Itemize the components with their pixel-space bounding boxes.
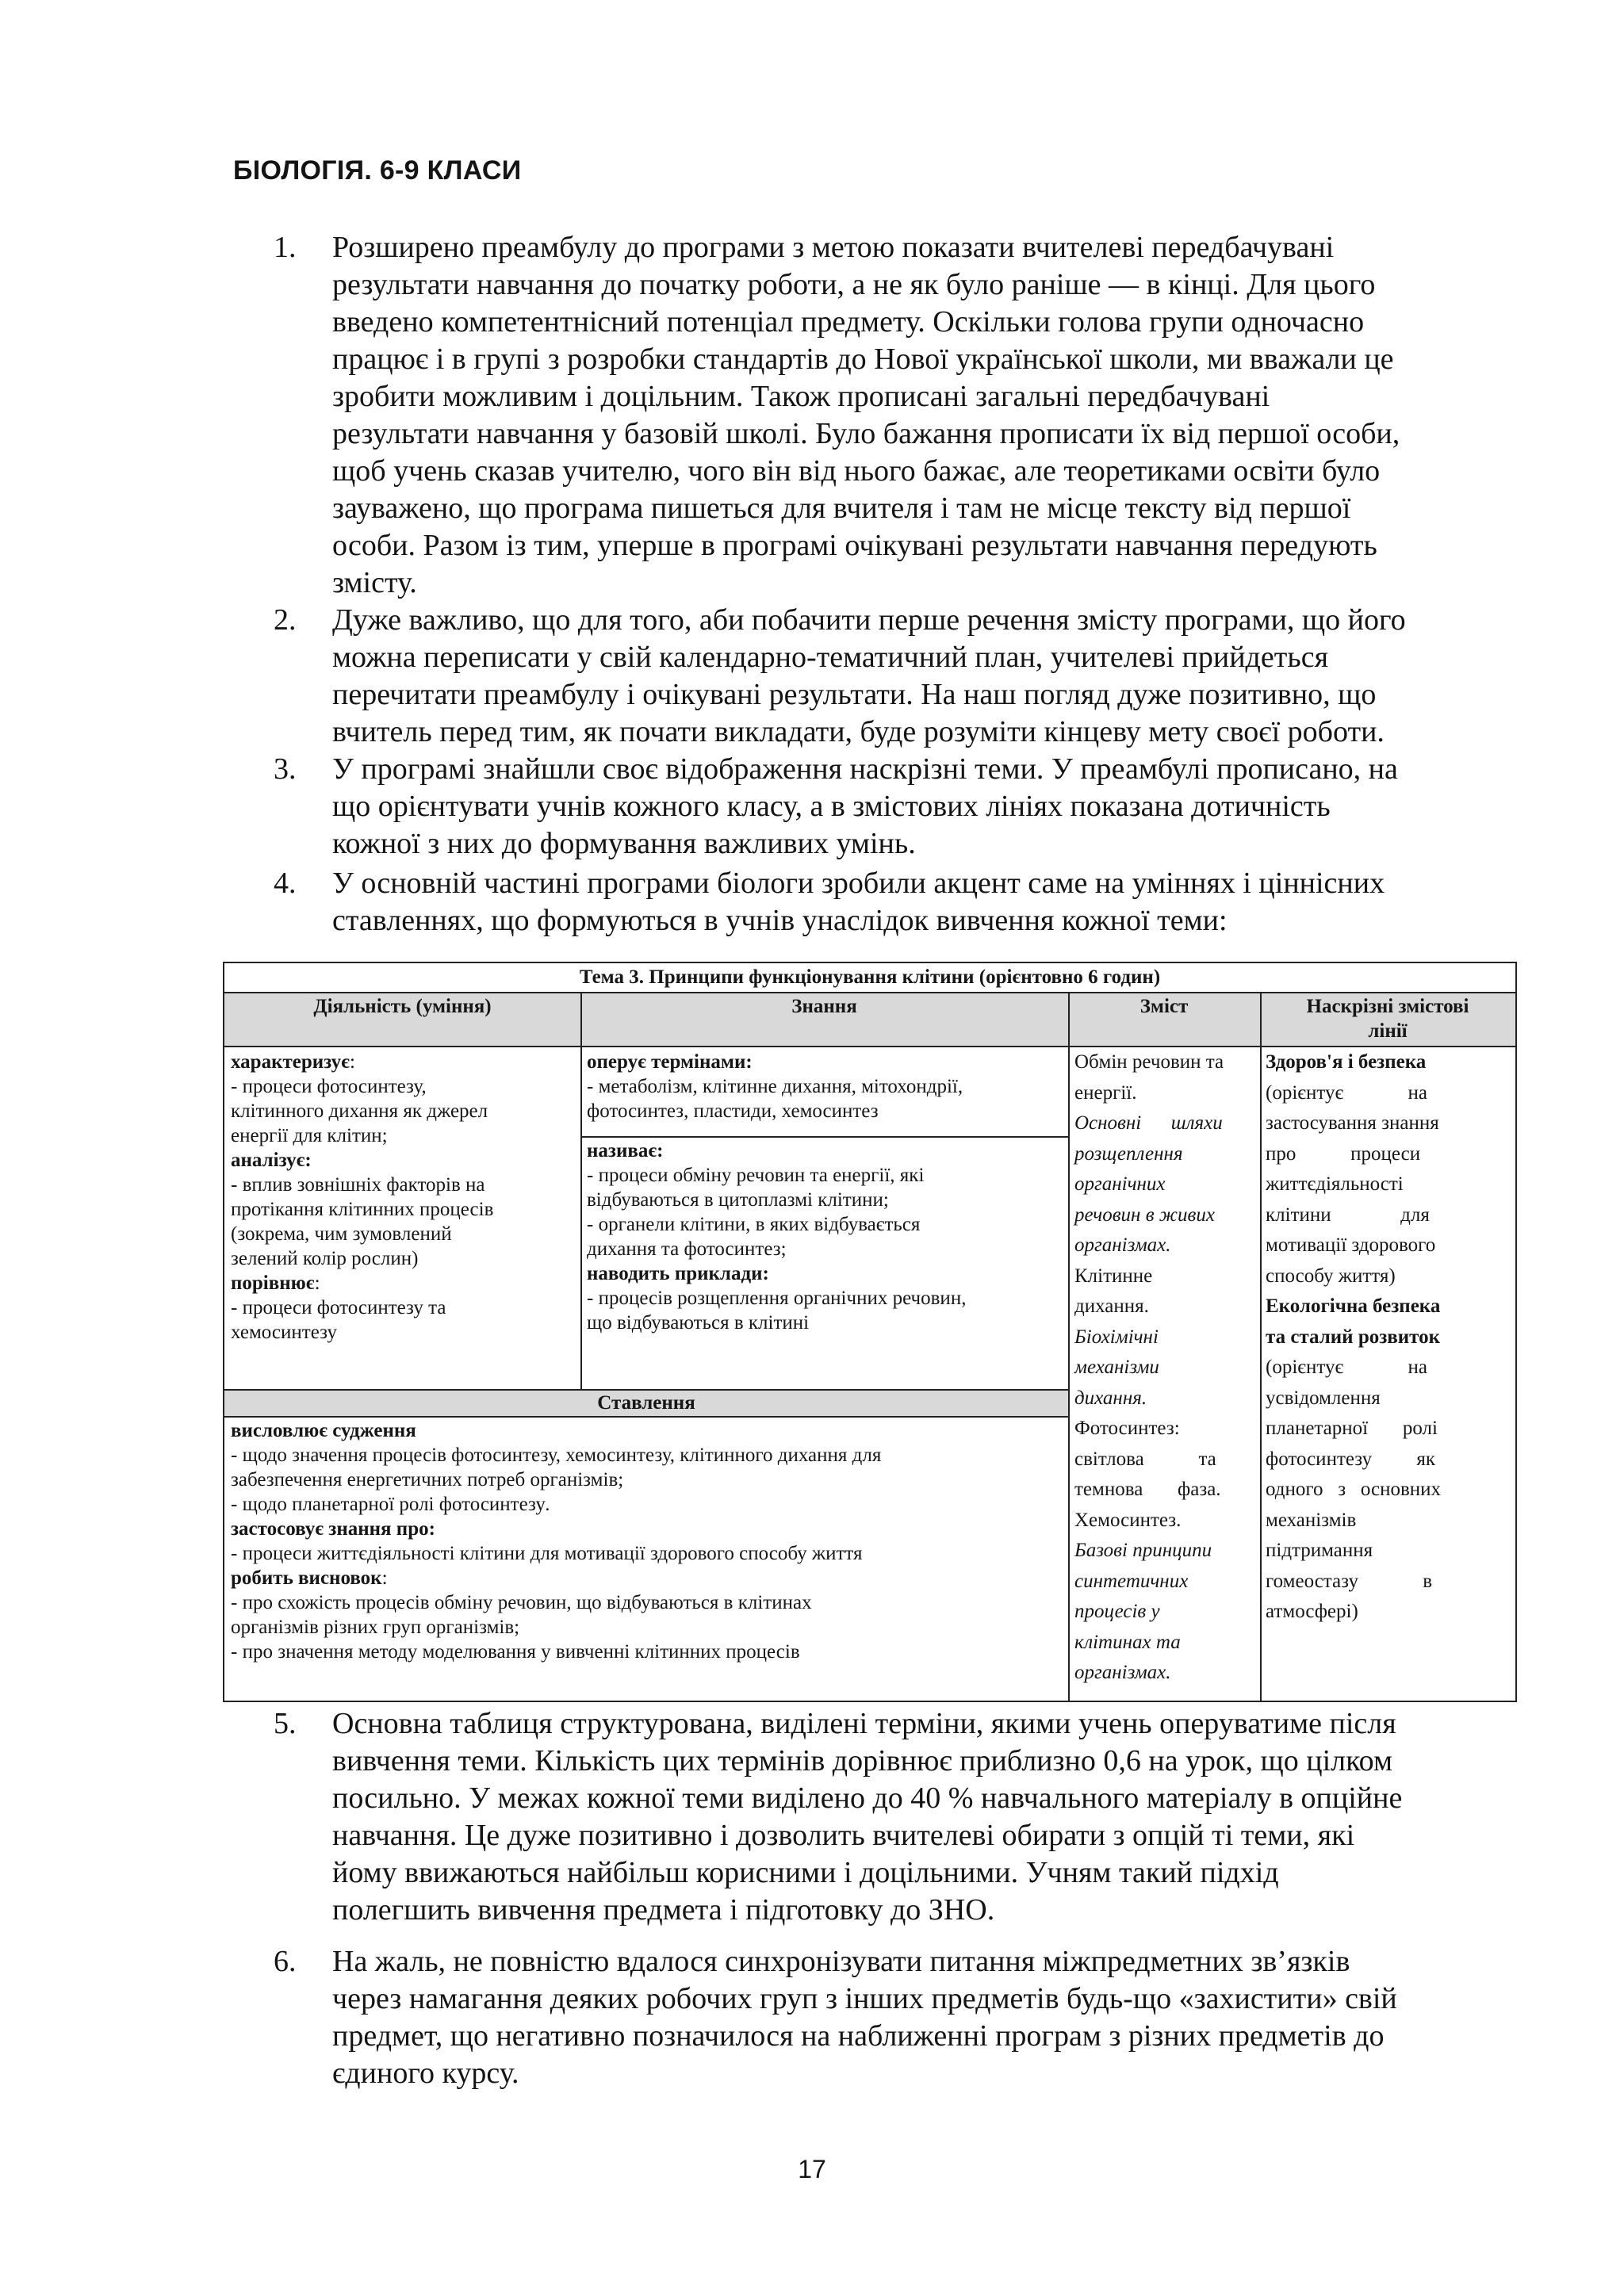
attitude-header: Ставлення bbox=[597, 1392, 695, 1414]
content-line: енергії. bbox=[1074, 1081, 1137, 1104]
list-line: На жаль, не повністю вдалося синхронізувати питання міжпредметних зв’язків bbox=[332, 1945, 1350, 1978]
list-line: У програмі знайшли своє відображення наскрізні теми. У преамбулі прописано, на bbox=[332, 752, 1398, 786]
list-line: йому ввижаються найбільш корисними і доцільними. Учням такий підхід bbox=[332, 1856, 1279, 1889]
content-line: Клітинне bbox=[1074, 1265, 1153, 1287]
activity-line: зелений колір рослин) bbox=[231, 1248, 419, 1269]
crosscut-line: фотосинтезу як bbox=[1266, 1448, 1436, 1470]
page-number: 17 bbox=[798, 2155, 826, 2183]
knowledge-line: - органели клітини, в яких відбувається bbox=[587, 1214, 921, 1235]
content-line: розщеплення bbox=[1074, 1142, 1183, 1165]
content-line: клітинах та bbox=[1074, 1631, 1181, 1653]
list-line: полегшить вивчення предмета і підготовку до ЗНО. bbox=[332, 1893, 995, 1927]
attitude-line: - щодо планетарної ролі фотосинтезу. bbox=[231, 1494, 551, 1515]
knowledge-line: фотосинтез, пластиди, хемосинтез bbox=[587, 1100, 879, 1122]
activity-line: хемосинтезу bbox=[231, 1322, 337, 1343]
activity-compares: порівнює: bbox=[231, 1272, 320, 1294]
rule bbox=[224, 1046, 1515, 1047]
list-line: Основна таблиця структурована, виділені терміни, якими учень оперуватиме після bbox=[332, 1707, 1396, 1740]
table-title: Тема 3. Принципи функціонування клітини (орієнтовно 6 годин) bbox=[579, 966, 1161, 988]
crosscut-line: (орієнтує на bbox=[1266, 1357, 1427, 1378]
crosscut-line: про процеси bbox=[1266, 1142, 1421, 1165]
activity-line: (зокрема, чим зумовлений bbox=[231, 1223, 452, 1245]
attitude-conclusion: робить висновок: bbox=[231, 1567, 388, 1589]
list-number: 3. bbox=[274, 752, 297, 786]
content-line: механізми bbox=[1074, 1357, 1159, 1378]
crosscut-line: підтримання bbox=[1266, 1540, 1373, 1561]
rule bbox=[224, 992, 1515, 993]
list-number: 2. bbox=[274, 603, 297, 637]
list-line: навчання. Це дуже позитивно і дозволить вчителеві обирати з опцій ті теми, які bbox=[332, 1819, 1355, 1852]
content-line: Основні шляхи bbox=[1074, 1112, 1223, 1134]
list-line: працює і в групі з розробки стандартів до Нової української школи, ми вважали це bbox=[332, 342, 1394, 376]
list-line: вчитель перед тим, як почати викладати, буде розуміти кінцеву мету своєї роботи. bbox=[332, 715, 1385, 748]
knowledge-operates: оперує термінами: bbox=[587, 1051, 753, 1073]
activity-analyzes: аналізує: bbox=[231, 1150, 312, 1171]
list-line: можна переписати у свій календарно-тематичний план, учителеві прийдеться bbox=[332, 641, 1329, 674]
attitude-judgement: висловлює судження bbox=[231, 1420, 416, 1441]
crosscut-line: способу життя) bbox=[1266, 1265, 1396, 1287]
content-line: організмах. bbox=[1074, 1234, 1171, 1256]
list-line: особи. Разом із тим, уперше в програмі очікувані результати навчання передують bbox=[332, 529, 1377, 562]
list-line: результати навчання до початку роботи, а не як було раніше — в кінці. Для цього bbox=[332, 268, 1376, 301]
content-line: організмах. bbox=[1074, 1662, 1171, 1683]
header-crosscut-2: лінії bbox=[1368, 1020, 1408, 1042]
rule bbox=[1068, 992, 1070, 1701]
header-crosscut: Наскрізні змістові bbox=[1306, 996, 1469, 1017]
content-line: органічних bbox=[1074, 1173, 1166, 1195]
list-line: ставленнях, що формуються в учнів унаслідок вивчення кожної теми: bbox=[332, 904, 1228, 937]
crosscut-line: застосування знання bbox=[1266, 1112, 1439, 1134]
activity-characterizes: характеризує: bbox=[231, 1051, 355, 1073]
list-line: змісту. bbox=[332, 566, 417, 599]
activity-line: енергії для клітин; bbox=[231, 1125, 388, 1146]
knowledge-line: дихання та фотосинтез; bbox=[587, 1238, 787, 1260]
list-line: що орієнтувати учнів кожного класу, а в змістових лініях показана дотичність bbox=[332, 790, 1331, 823]
content-line: світлова та bbox=[1074, 1448, 1216, 1470]
activity-line: клітинного дихання як джерел bbox=[231, 1100, 488, 1122]
list-line: Дуже важливо, що для того, аби побачити перше речення змісту програми, що його bbox=[332, 603, 1406, 637]
topic-table bbox=[223, 962, 1517, 1702]
list-number: 4. bbox=[274, 867, 297, 900]
content-line: темнова фаза. bbox=[1074, 1479, 1221, 1500]
knowledge-line: відбуваються в цитоплазмі клітини; bbox=[587, 1189, 889, 1211]
attitude-line: - про схожість процесів обміну речовин, що відбуваються в клітинах bbox=[231, 1592, 812, 1613]
list-line: зауважено, що програма пишеться для вчителя і там не місце тексту від першої bbox=[332, 492, 1351, 525]
list-line: результати навчання у базовій школі. Було бажання прописати їх від першої особи, bbox=[332, 417, 1400, 450]
crosscut-line: одного з основних bbox=[1266, 1479, 1442, 1500]
attitude-line: - процеси життєдіяльності клітини для мотивації здорового способу життя bbox=[231, 1543, 863, 1564]
header-activity: Діяльність (уміння) bbox=[313, 996, 492, 1017]
knowledge-line: що відбуваються в клітині bbox=[587, 1312, 810, 1334]
content-line: Хемосинтез. bbox=[1074, 1509, 1182, 1531]
list-line: вивчення теми. Кількість цих термінів дорівнює приблизно 0,6 на урок, що цілком bbox=[332, 1744, 1392, 1777]
list-line: посильно. У межах кожної теми виділено до 40 % навчального матеріалу в опційне bbox=[332, 1781, 1403, 1815]
activity-line: - вплив зовнішніх факторів на bbox=[231, 1174, 485, 1196]
crosscut-line: (орієнтує на bbox=[1266, 1081, 1427, 1104]
rule bbox=[580, 1136, 1068, 1138]
page-heading: БІОЛОГІЯ. 6-9 КЛАСИ bbox=[233, 155, 522, 186]
list-line: У основній частині програми біологи зробили акцент саме на уміннях і ціннісних bbox=[332, 867, 1385, 900]
content-line: Базові принципи bbox=[1074, 1540, 1212, 1561]
crosscut-line: Здоров'я і безпека bbox=[1266, 1051, 1427, 1073]
crosscut-line: життєдіяльності bbox=[1266, 1173, 1404, 1195]
content-line: синтетичних bbox=[1074, 1570, 1189, 1592]
list-line: предмет, що негативно позначилося на наближенні програм з різних предметів до bbox=[332, 2019, 1385, 2053]
content-line: Біохімічні bbox=[1074, 1326, 1159, 1348]
content-line: Фотосинтез: bbox=[1074, 1418, 1180, 1439]
list-number: 1. bbox=[274, 231, 297, 264]
attitude-line: - щодо значення процесів фотосинтезу, хемосинтезу, клітинного дихання для bbox=[231, 1445, 882, 1466]
crosscut-line: Екологічна безпека bbox=[1266, 1295, 1441, 1317]
content-line: дихання. bbox=[1074, 1295, 1149, 1317]
list-line: введено компетентнісний потенціал предмету. Оскільки голова групи одночасно bbox=[332, 305, 1365, 339]
knowledge-line: - метаболізм, клітинне дихання, мітохондрії, bbox=[587, 1076, 963, 1097]
rule bbox=[224, 1389, 1068, 1391]
crosscut-line: усвідомлення bbox=[1266, 1387, 1381, 1409]
knowledge-line: - процеси обміну речовин та енергії, які bbox=[587, 1165, 925, 1186]
attitude-line: забезпечення енергетичних потреб організмів; bbox=[231, 1469, 624, 1490]
rule bbox=[224, 1416, 1068, 1418]
content-line: процесів у bbox=[1074, 1601, 1160, 1622]
activity-line: - процеси фотосинтезу, bbox=[231, 1076, 427, 1097]
attitude-line: організмів різних груп організмів; bbox=[231, 1617, 520, 1638]
crosscut-line: гомеостазу в bbox=[1266, 1570, 1433, 1592]
attitude-line: - про значення методу моделювання у вивченні клітинних процесів bbox=[231, 1641, 800, 1663]
activity-line: протікання клітинних процесів bbox=[231, 1199, 494, 1220]
rule bbox=[580, 992, 582, 1389]
content-line: дихання. bbox=[1074, 1387, 1147, 1409]
header-knowledge: Знання bbox=[791, 996, 857, 1017]
content-line: речовин в живих bbox=[1074, 1203, 1216, 1226]
list-line: через намагання деяких робочих груп з інших предметів будь-що «захистити» свій bbox=[332, 1982, 1397, 2015]
crosscut-line: клітини для bbox=[1266, 1203, 1430, 1226]
crosscut-line: планетарної ролі bbox=[1266, 1418, 1438, 1439]
content-line: Обмін речовин та bbox=[1074, 1051, 1224, 1073]
crosscut-line: атмосфері) bbox=[1266, 1601, 1358, 1622]
list-line: Розширено преамбулу до програми з метою показати вчителеві передбачувані bbox=[332, 231, 1335, 264]
crosscut-line: мотивації здорового bbox=[1266, 1234, 1436, 1256]
list-number: 5. bbox=[274, 1707, 297, 1740]
knowledge-examples: наводить приклади: bbox=[587, 1263, 769, 1284]
list-line: кожної з них до формування важливих умінь. bbox=[332, 827, 916, 860]
list-number: 6. bbox=[274, 1945, 297, 1978]
list-line: щоб учень сказав учителю, чого він від нього бажає, але теоретиками освіти було bbox=[332, 454, 1381, 488]
crosscut-line: та сталий розвиток bbox=[1266, 1326, 1441, 1348]
activity-line: - процеси фотосинтезу та bbox=[231, 1297, 446, 1318]
list-line: єдиного курсу. bbox=[332, 2057, 519, 2090]
knowledge-names: називає: bbox=[587, 1140, 664, 1161]
crosscut-line: механізмів bbox=[1266, 1509, 1357, 1531]
knowledge-line: - процесів розщеплення органічних речовин, bbox=[587, 1288, 967, 1309]
list-line: перечитати преамбулу і очікувані результати. На наш погляд дуже позитивно, що bbox=[332, 678, 1377, 711]
rule bbox=[1260, 992, 1262, 1701]
attitude-applies: застосовує знання про: bbox=[231, 1518, 435, 1540]
header-content: Зміст bbox=[1139, 996, 1189, 1017]
list-line: зробити можливим і доцільним. Також прописані загальні передбачувані bbox=[332, 380, 1270, 413]
